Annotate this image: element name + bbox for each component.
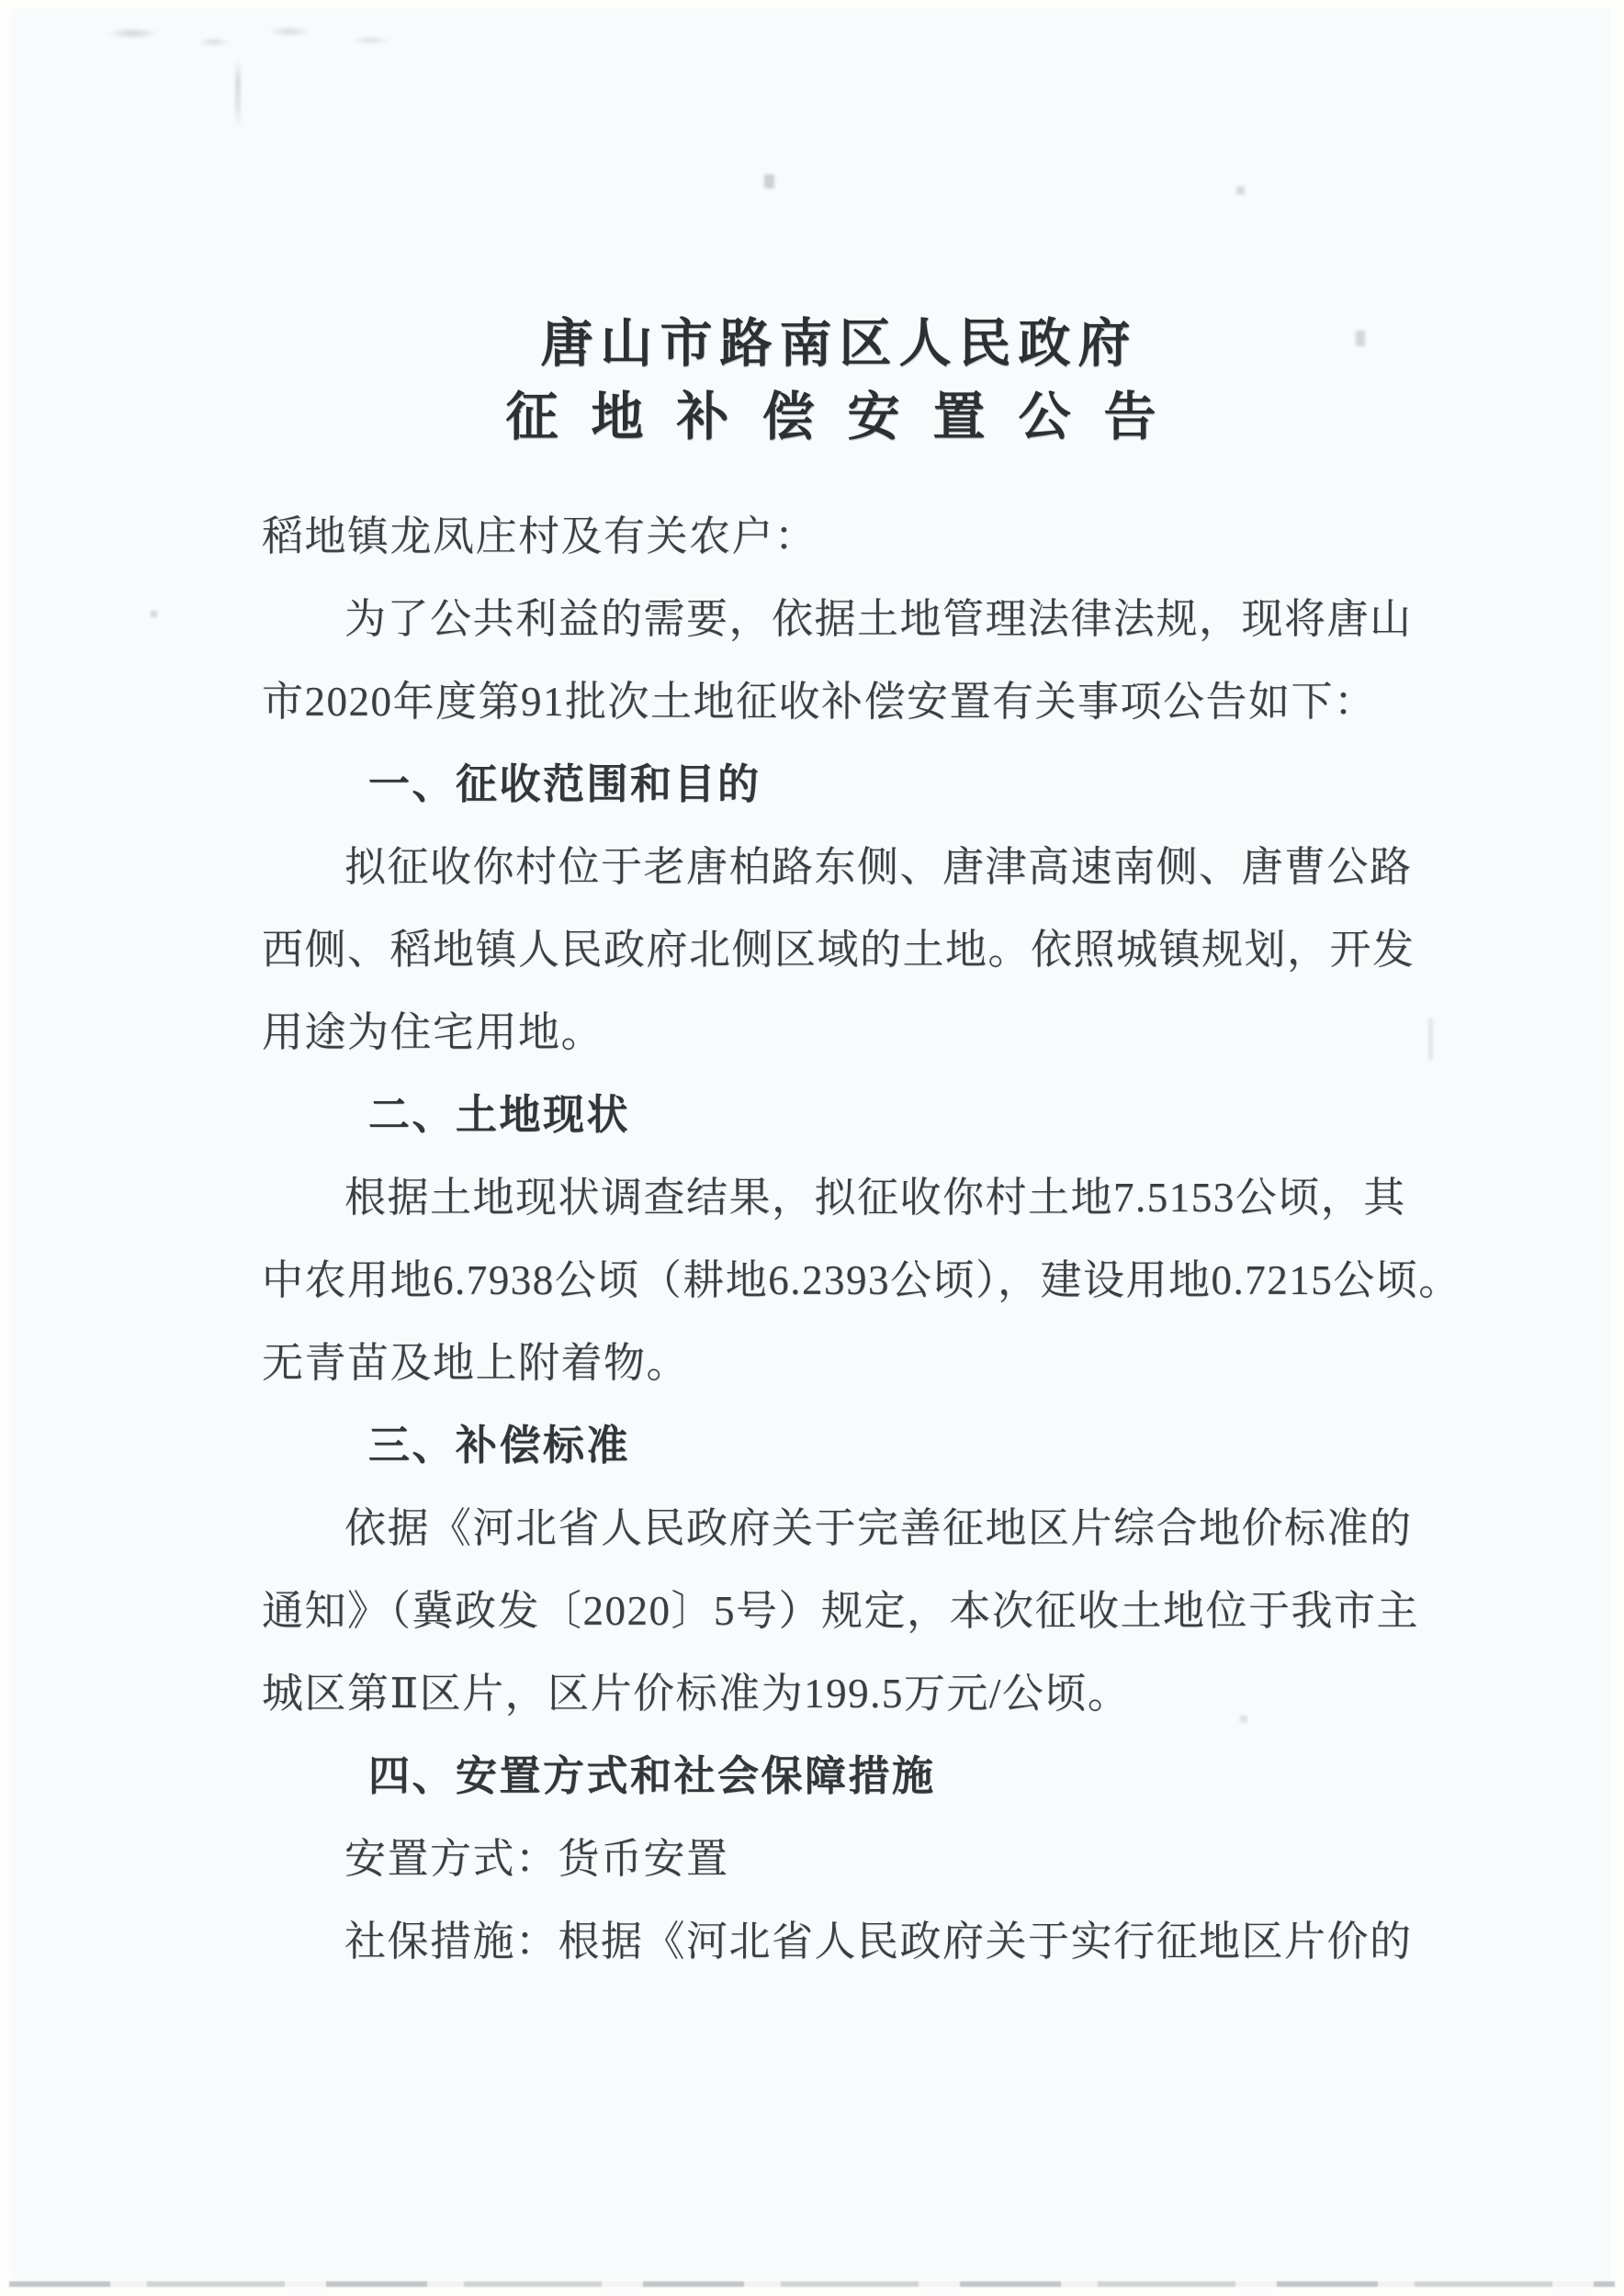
document-title-line-1: 唐山市路南区人民政府 (540, 314, 1138, 373)
resettlement-type-line: 安置方式：货币安置 (344, 1836, 729, 1882)
intro-line-1: 为了公共利益的需要，依据土地管理法律法规，现将唐山 (344, 596, 1413, 642)
scan-edge-line (9, 2281, 1615, 2287)
intro-line-2: 市2020年度第91批次土地征收补偿安置有关事项公告如下： (262, 679, 1377, 725)
scan-streak (235, 59, 241, 129)
section-3-body-line-2: 通知》（冀政发〔2020〕5号）规定，本次征收土地位于我市主 (262, 1588, 1420, 1634)
document-title-line-2: 征地补偿安置公告 (505, 388, 1190, 446)
scan-speck (1236, 186, 1245, 195)
section-2-body-line-3: 无青苗及地上附着物。 (262, 1340, 690, 1386)
section-4-heading: 四、安置方式和社会保障措施 (368, 1752, 936, 1799)
section-3-body-line-3: 城区第Ⅱ区片，区片价标准为199.5万元/公顷。 (262, 1671, 1131, 1716)
scan-streak (1428, 1018, 1433, 1060)
salutation-line: 稻地镇龙凤庄村及有关农户： (262, 513, 818, 559)
section-3-body-line-1: 依据《河北省人民政府关于完善征地区片综合地价标准的 (344, 1505, 1413, 1551)
section-1-body-line-1: 拟征收你村位于老唐柏路东侧、唐津高速南侧、唐曹公路 (344, 844, 1413, 890)
section-1-body-line-3: 用途为住宅用地。 (262, 1009, 604, 1055)
section-3-heading: 三、补偿标准 (368, 1422, 631, 1469)
document-page (11, 9, 1610, 2279)
section-2-body-line-1: 根据土地现状调查结果，拟征收你村土地7.5153公顷，其 (344, 1175, 1406, 1221)
scan-speck (151, 611, 157, 617)
scan-smudge (96, 21, 408, 56)
section-1-heading: 一、征收范围和目的 (368, 760, 761, 807)
section-1-body-line-2: 西侧、稻地镇人民政府北侧区域的土地。依照城镇规划，开发 (262, 927, 1415, 973)
social-security-line: 社保措施：根据《河北省人民政府关于实行征地区片价的 (344, 1919, 1413, 1964)
section-2-body-line-2: 中农用地6.7938公顷（耕地6.2393公顷），建设用地0.7215公顷。 (262, 1257, 1461, 1303)
scan-speck (764, 174, 774, 188)
scan-speck (1240, 1716, 1247, 1723)
section-2-heading: 二、土地现状 (368, 1091, 631, 1138)
